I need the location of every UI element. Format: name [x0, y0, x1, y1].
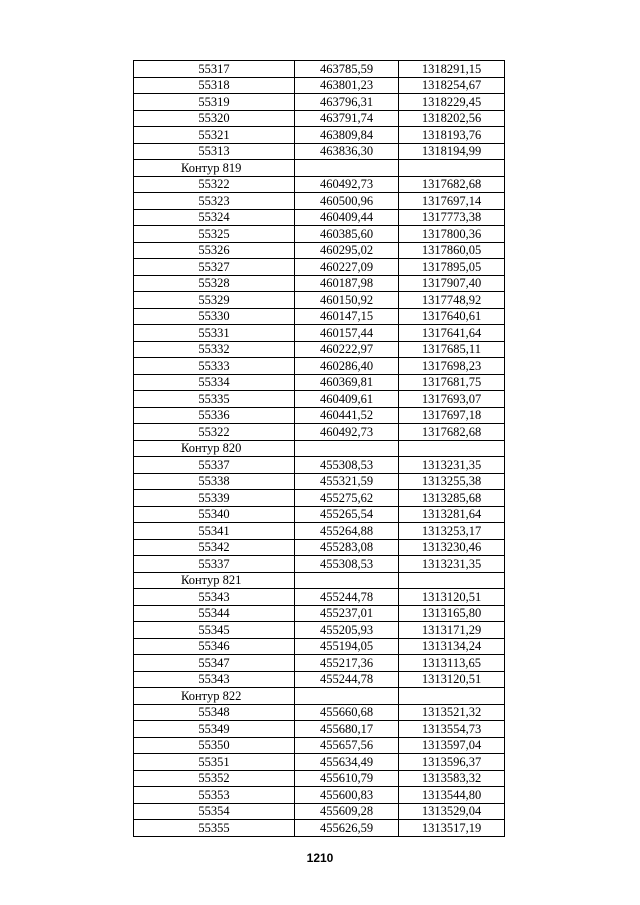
table-row — [134, 110, 505, 127]
x-coordinate-cell: 455265,54 — [295, 506, 399, 523]
y-coordinate-cell: 1317682,68 — [399, 176, 505, 193]
table-row — [134, 721, 505, 738]
point-number-cell: 55348 — [134, 704, 295, 721]
point-number-cell: 55333 — [134, 358, 295, 375]
point-number-cell: 55341 — [134, 523, 295, 540]
table-row — [134, 308, 505, 325]
y-coordinate-cell: 1317800,36 — [399, 226, 505, 243]
x-coordinate-cell: 460222,97 — [295, 341, 399, 358]
table-row — [134, 770, 505, 787]
y-coordinate-cell: 1313596,37 — [399, 754, 505, 771]
y-coordinate-cell: 1317682,68 — [399, 424, 505, 441]
point-number-cell: 55313 — [134, 143, 295, 160]
point-number-cell: 55343 — [134, 589, 295, 606]
y-coordinate-cell: 1313583,32 — [399, 770, 505, 787]
y-coordinate-cell: 1313544,80 — [399, 787, 505, 804]
point-number-cell: 55349 — [134, 721, 295, 738]
point-number-cell: 55352 — [134, 770, 295, 787]
y-coordinate-cell: 1313134,24 — [399, 638, 505, 655]
y-coordinate-cell: 1317685,11 — [399, 341, 505, 358]
y-coordinate-cell: 1313517,19 — [399, 820, 505, 837]
empty-cell — [295, 160, 399, 177]
table-row — [134, 506, 505, 523]
y-coordinate-cell: 1313120,51 — [399, 589, 505, 606]
x-coordinate-cell: 463796,31 — [295, 94, 399, 111]
table-row — [134, 473, 505, 490]
y-coordinate-cell: 1317895,05 — [399, 259, 505, 276]
table-row — [134, 391, 505, 408]
x-coordinate-cell: 455609,28 — [295, 803, 399, 820]
y-coordinate-cell: 1317697,14 — [399, 193, 505, 210]
y-coordinate-cell: 1317860,05 — [399, 242, 505, 259]
table-row — [134, 325, 505, 342]
table-row — [134, 193, 505, 210]
point-number-cell: 55334 — [134, 374, 295, 391]
point-number-cell: 55340 — [134, 506, 295, 523]
table-row — [134, 374, 505, 391]
contour-label: Контур 819 — [134, 160, 295, 177]
table-row — [134, 787, 505, 804]
table-row — [134, 737, 505, 754]
table-row — [134, 259, 505, 276]
y-coordinate-cell: 1313113,65 — [399, 655, 505, 672]
point-number-cell: 55329 — [134, 292, 295, 309]
x-coordinate-cell: 455275,62 — [295, 490, 399, 507]
x-coordinate-cell: 463836,30 — [295, 143, 399, 160]
x-coordinate-cell: 460409,61 — [295, 391, 399, 408]
table-row — [134, 457, 505, 474]
x-coordinate-cell: 455610,79 — [295, 770, 399, 787]
y-coordinate-cell: 1318291,15 — [399, 61, 505, 78]
table-row — [134, 143, 505, 160]
page-number: 1210 — [306, 851, 334, 865]
x-coordinate-cell: 460157,44 — [295, 325, 399, 342]
x-coordinate-cell: 460286,40 — [295, 358, 399, 375]
point-number-cell: 55321 — [134, 127, 295, 144]
y-coordinate-cell: 1313231,35 — [399, 556, 505, 573]
table-row — [134, 275, 505, 292]
x-coordinate-cell: 460227,09 — [295, 259, 399, 276]
table-row — [134, 638, 505, 655]
table-row — [134, 490, 505, 507]
y-coordinate-cell: 1313253,17 — [399, 523, 505, 540]
y-coordinate-cell: 1318254,67 — [399, 77, 505, 94]
empty-cell — [399, 572, 505, 589]
y-coordinate-cell: 1313230,46 — [399, 539, 505, 556]
point-number-cell: 55343 — [134, 671, 295, 688]
point-number-cell: 55355 — [134, 820, 295, 837]
contour-header-row — [134, 572, 505, 589]
table-row — [134, 127, 505, 144]
x-coordinate-cell: 463785,59 — [295, 61, 399, 78]
table-row — [134, 292, 505, 309]
point-number-cell: 55331 — [134, 325, 295, 342]
table-row — [134, 242, 505, 259]
y-coordinate-cell: 1313255,38 — [399, 473, 505, 490]
x-coordinate-cell: 460147,15 — [295, 308, 399, 325]
y-coordinate-cell: 1313171,29 — [399, 622, 505, 639]
empty-cell — [399, 688, 505, 705]
point-number-cell: 55353 — [134, 787, 295, 804]
coordinates-table-body — [134, 61, 505, 837]
table-row — [134, 605, 505, 622]
table-row — [134, 704, 505, 721]
y-coordinate-cell: 1318193,76 — [399, 127, 505, 144]
point-number-cell: 55324 — [134, 209, 295, 226]
point-number-cell: 55325 — [134, 226, 295, 243]
y-coordinate-cell: 1317641,64 — [399, 325, 505, 342]
y-coordinate-cell: 1313165,80 — [399, 605, 505, 622]
table-row — [134, 77, 505, 94]
contour-header-row — [134, 440, 505, 457]
point-number-cell: 55322 — [134, 424, 295, 441]
contour-label: Контур 821 — [134, 572, 295, 589]
table-row — [134, 226, 505, 243]
empty-cell — [295, 688, 399, 705]
x-coordinate-cell: 455244,78 — [295, 589, 399, 606]
point-number-cell: 55320 — [134, 110, 295, 127]
point-number-cell: 55337 — [134, 457, 295, 474]
table-row — [134, 523, 505, 540]
x-coordinate-cell: 460441,52 — [295, 407, 399, 424]
x-coordinate-cell: 455308,53 — [295, 457, 399, 474]
x-coordinate-cell: 463809,84 — [295, 127, 399, 144]
y-coordinate-cell: 1318229,45 — [399, 94, 505, 111]
x-coordinate-cell: 463791,74 — [295, 110, 399, 127]
point-number-cell: 55339 — [134, 490, 295, 507]
y-coordinate-cell: 1317640,61 — [399, 308, 505, 325]
table-row — [134, 209, 505, 226]
empty-cell — [295, 572, 399, 589]
y-coordinate-cell: 1313529,04 — [399, 803, 505, 820]
x-coordinate-cell: 455321,59 — [295, 473, 399, 490]
x-coordinate-cell: 460500,96 — [295, 193, 399, 210]
point-number-cell: 55318 — [134, 77, 295, 94]
point-number-cell: 55354 — [134, 803, 295, 820]
y-coordinate-cell: 1318202,56 — [399, 110, 505, 127]
x-coordinate-cell: 455634,49 — [295, 754, 399, 771]
table-row — [134, 589, 505, 606]
table-row — [134, 424, 505, 441]
x-coordinate-cell: 460369,81 — [295, 374, 399, 391]
y-coordinate-cell: 1317773,38 — [399, 209, 505, 226]
y-coordinate-cell: 1313597,04 — [399, 737, 505, 754]
y-coordinate-cell: 1318194,99 — [399, 143, 505, 160]
point-number-cell: 55319 — [134, 94, 295, 111]
table-row — [134, 622, 505, 639]
coordinates-table — [133, 60, 505, 837]
point-number-cell: 55342 — [134, 539, 295, 556]
y-coordinate-cell: 1313231,35 — [399, 457, 505, 474]
table-row — [134, 671, 505, 688]
y-coordinate-cell: 1313521,32 — [399, 704, 505, 721]
x-coordinate-cell: 455264,88 — [295, 523, 399, 540]
y-coordinate-cell: 1317693,07 — [399, 391, 505, 408]
contour-header-row — [134, 160, 505, 177]
x-coordinate-cell: 455308,53 — [295, 556, 399, 573]
y-coordinate-cell: 1313120,51 — [399, 671, 505, 688]
x-coordinate-cell: 460492,73 — [295, 176, 399, 193]
contour-label: Контур 822 — [134, 688, 295, 705]
point-number-cell: 55350 — [134, 737, 295, 754]
table-row — [134, 407, 505, 424]
x-coordinate-cell: 463801,23 — [295, 77, 399, 94]
point-number-cell: 55337 — [134, 556, 295, 573]
table-row — [134, 556, 505, 573]
y-coordinate-cell: 1317681,75 — [399, 374, 505, 391]
table-row — [134, 655, 505, 672]
x-coordinate-cell: 455194,05 — [295, 638, 399, 655]
x-coordinate-cell: 455283,08 — [295, 539, 399, 556]
table-row — [134, 358, 505, 375]
point-number-cell: 55347 — [134, 655, 295, 672]
x-coordinate-cell: 455217,36 — [295, 655, 399, 672]
point-number-cell: 55351 — [134, 754, 295, 771]
x-coordinate-cell: 455237,01 — [295, 605, 399, 622]
x-coordinate-cell: 460150,92 — [295, 292, 399, 309]
y-coordinate-cell: 1317907,40 — [399, 275, 505, 292]
empty-cell — [399, 440, 505, 457]
table-row — [134, 754, 505, 771]
point-number-cell: 55330 — [134, 308, 295, 325]
x-coordinate-cell: 455680,17 — [295, 721, 399, 738]
x-coordinate-cell: 455244,78 — [295, 671, 399, 688]
point-number-cell: 55332 — [134, 341, 295, 358]
empty-cell — [399, 160, 505, 177]
x-coordinate-cell: 460409,44 — [295, 209, 399, 226]
table-row — [134, 341, 505, 358]
y-coordinate-cell: 1317748,92 — [399, 292, 505, 309]
point-number-cell: 55317 — [134, 61, 295, 78]
table-row — [134, 803, 505, 820]
point-number-cell: 55327 — [134, 259, 295, 276]
point-number-cell: 55322 — [134, 176, 295, 193]
point-number-cell: 55335 — [134, 391, 295, 408]
y-coordinate-cell: 1313554,73 — [399, 721, 505, 738]
empty-cell — [295, 440, 399, 457]
table-row — [134, 61, 505, 78]
contour-header-row — [134, 688, 505, 705]
y-coordinate-cell: 1313285,68 — [399, 490, 505, 507]
table-row — [134, 539, 505, 556]
table-row — [134, 820, 505, 837]
point-number-cell: 55338 — [134, 473, 295, 490]
x-coordinate-cell: 460187,98 — [295, 275, 399, 292]
point-number-cell: 55345 — [134, 622, 295, 639]
point-number-cell: 55346 — [134, 638, 295, 655]
point-number-cell: 55323 — [134, 193, 295, 210]
x-coordinate-cell: 455205,93 — [295, 622, 399, 639]
x-coordinate-cell: 455660,68 — [295, 704, 399, 721]
table-row — [134, 176, 505, 193]
table-row — [134, 94, 505, 111]
point-number-cell: 55326 — [134, 242, 295, 259]
x-coordinate-cell: 460492,73 — [295, 424, 399, 441]
x-coordinate-cell: 455626,59 — [295, 820, 399, 837]
x-coordinate-cell: 460295,02 — [295, 242, 399, 259]
x-coordinate-cell: 455657,56 — [295, 737, 399, 754]
point-number-cell: 55344 — [134, 605, 295, 622]
y-coordinate-cell: 1317697,18 — [399, 407, 505, 424]
y-coordinate-cell: 1317698,23 — [399, 358, 505, 375]
x-coordinate-cell: 460385,60 — [295, 226, 399, 243]
point-number-cell: 55328 — [134, 275, 295, 292]
contour-label: Контур 820 — [134, 440, 295, 457]
y-coordinate-cell: 1313281,64 — [399, 506, 505, 523]
x-coordinate-cell: 455600,83 — [295, 787, 399, 804]
point-number-cell: 55336 — [134, 407, 295, 424]
